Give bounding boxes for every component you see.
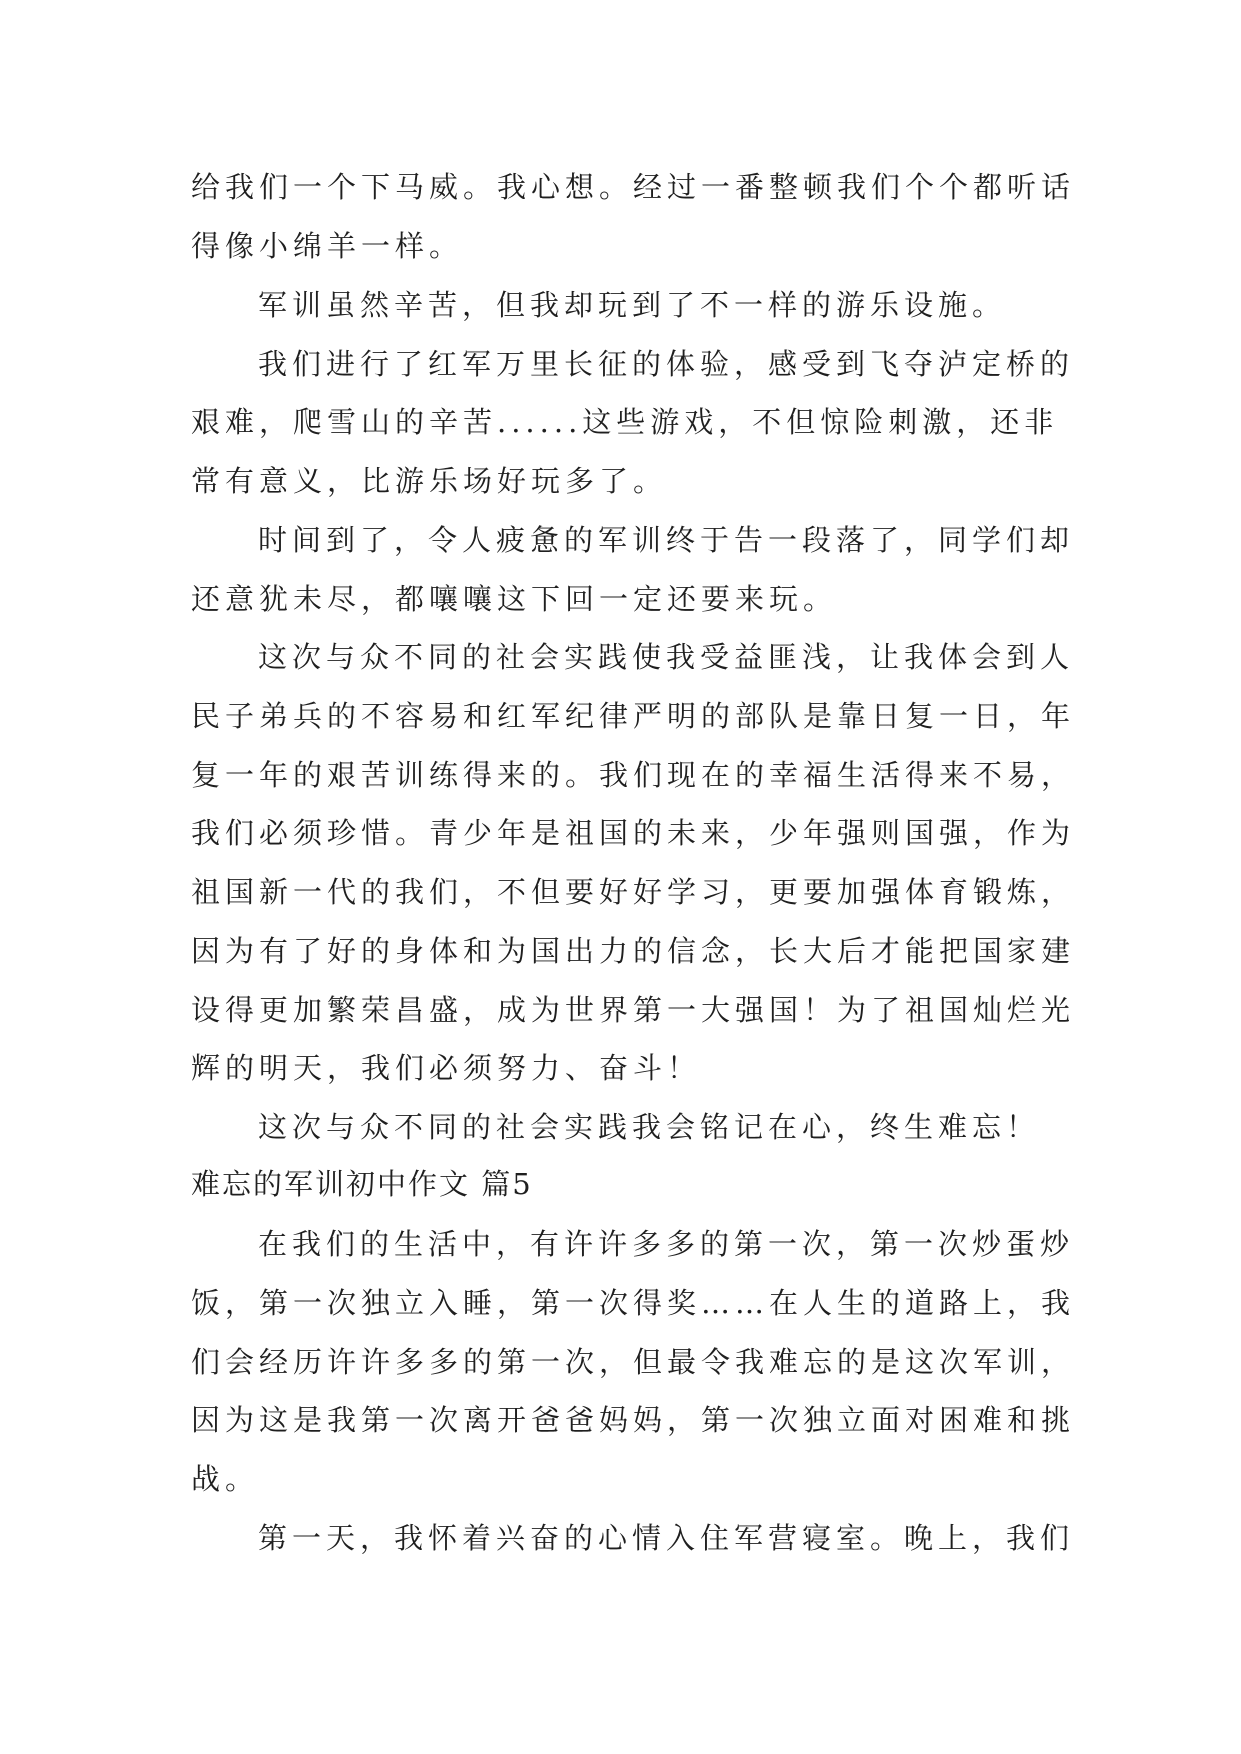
text-line: 艰难，爬雪山的辛苦......这些游戏，不但惊险刺激，还非 (191, 405, 1059, 439)
text-line: 辉的明天，我们必须努力、奋斗！ (191, 1051, 702, 1085)
text-line: 们会经历许许多多的第一次，但最令我难忘的是这次军训， (191, 1345, 1076, 1379)
text-line: 战。 (191, 1462, 260, 1496)
section-heading: 难忘的军训初中作文 篇5 (191, 1167, 533, 1201)
text-line: 民子弟兵的不容易和红军纪律严明的部队是靠日复一日，年 (191, 699, 1076, 733)
text-line: 时间到了，令人疲惫的军训终于告一段落了，同学们却 (258, 523, 1075, 557)
text-line: 在我们的生活中，有许许多多的第一次，第一次炒蛋炒 (258, 1227, 1075, 1261)
text-line: 我们进行了红军万里长征的体验，感受到飞夺泸定桥的 (258, 347, 1075, 381)
text-line: 军训虽然辛苦，但我却玩到了不一样的游乐设施。 (258, 288, 1007, 322)
text-line: 复一年的艰苦训练得来的。我们现在的幸福生活得来不易， (191, 758, 1076, 792)
text-line: 饭，第一次独立入睡，第一次得奖……在人生的道路上，我 (191, 1286, 1076, 1320)
text-line: 这次与众不同的社会实践使我受益匪浅，让我体会到人 (258, 640, 1075, 674)
text-line: 这次与众不同的社会实践我会铭记在心，终生难忘！ (258, 1110, 1041, 1144)
text-line: 得像小绵羊一样。 (191, 229, 464, 263)
text-line: 因为这是我第一次离开爸爸妈妈，第一次独立面对困难和挑 (191, 1403, 1076, 1437)
text-line: 我们必须珍惜。青少年是祖国的未来，少年强则国强，作为 (191, 816, 1076, 850)
text-line: 还意犹未尽，都嚷嚷这下回一定还要来玩。 (191, 582, 838, 616)
text-line: 常有意义，比游乐场好玩多了。 (191, 464, 668, 498)
text-line: 因为有了好的身体和为国出力的信念，长大后才能把国家建 (191, 934, 1076, 968)
text-line: 给我们一个下马威。我心想。经过一番整顿我们个个都听话 (191, 170, 1076, 204)
text-line: 第一天，我怀着兴奋的心情入住军营寝室。晚上，我们 (258, 1521, 1075, 1555)
text-line: 设得更加繁荣昌盛，成为世界第一大强国！为了祖国灿烂光 (191, 993, 1076, 1027)
text-line: 祖国新一代的我们，不但要好好学习，更要加强体育锻炼， (191, 875, 1076, 909)
